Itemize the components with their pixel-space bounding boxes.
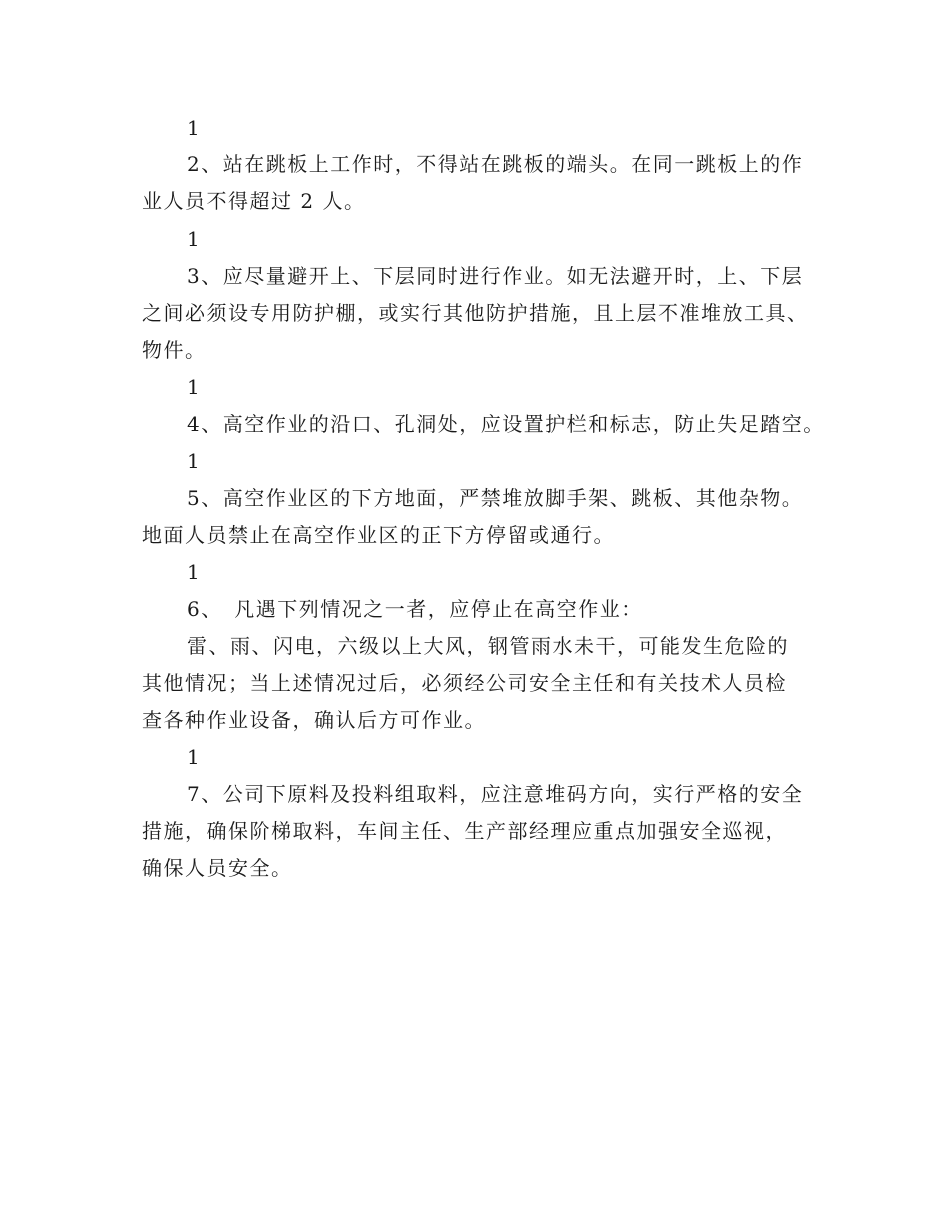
paragraph-line: 查各种作业设备，确认后方可作业。 (142, 708, 486, 732)
paragraph-line: 7、公司下原料及投料组取料，应注意堆码方向，实行严格的安全 (187, 782, 804, 806)
paragraph-line: 物件。 (142, 338, 207, 362)
paragraph-line: 确保人员安全。 (142, 856, 293, 880)
paragraph-line: 5、高空作业区的下方地面，严禁堆放脚手架、跳板、其他杂物。 (187, 486, 804, 510)
section-marker: 1 (187, 375, 202, 399)
paragraph-line: 4、高空作业的沿口、孔洞处，应设置护栏和标志，防止失足踏空。 (187, 412, 825, 436)
section-marker: 1 (187, 745, 202, 769)
paragraph-line: 3、应尽量避开上、下层同时进行作业。如无法避开时，上、下层 (187, 264, 804, 288)
section-marker: 1 (187, 227, 202, 251)
section-marker: 1 (187, 449, 202, 473)
paragraph-line: 地面人员禁止在高空作业区的正下方停留或通行。 (142, 523, 615, 547)
paragraph-line: 雷、雨、闪电，六级以上大风，钢管雨水未干，可能发生危险的 (187, 634, 789, 658)
paragraph-line: 之间必须设专用防护棚，或实行其他防护措施，且上层不准堆放工具、 (142, 301, 809, 325)
paragraph-line: 2、站在跳板上工作时，不得站在跳板的端头。在同一跳板上的作 (187, 152, 804, 176)
section-marker: 1 (187, 116, 202, 140)
paragraph-line: 其他情况；当上述情况过后，必须经公司安全主任和有关技术人员检 (142, 671, 787, 695)
paragraph-line: 6、 凡遇下列情况之一者，应停止在高空作业： (187, 597, 643, 621)
paragraph-line: 措施，确保阶梯取料，车间主任、生产部经理应重点加强安全巡视， (142, 819, 787, 843)
section-marker: 1 (187, 560, 202, 584)
paragraph-line: 业人员不得超过 2 人。 (142, 189, 366, 213)
